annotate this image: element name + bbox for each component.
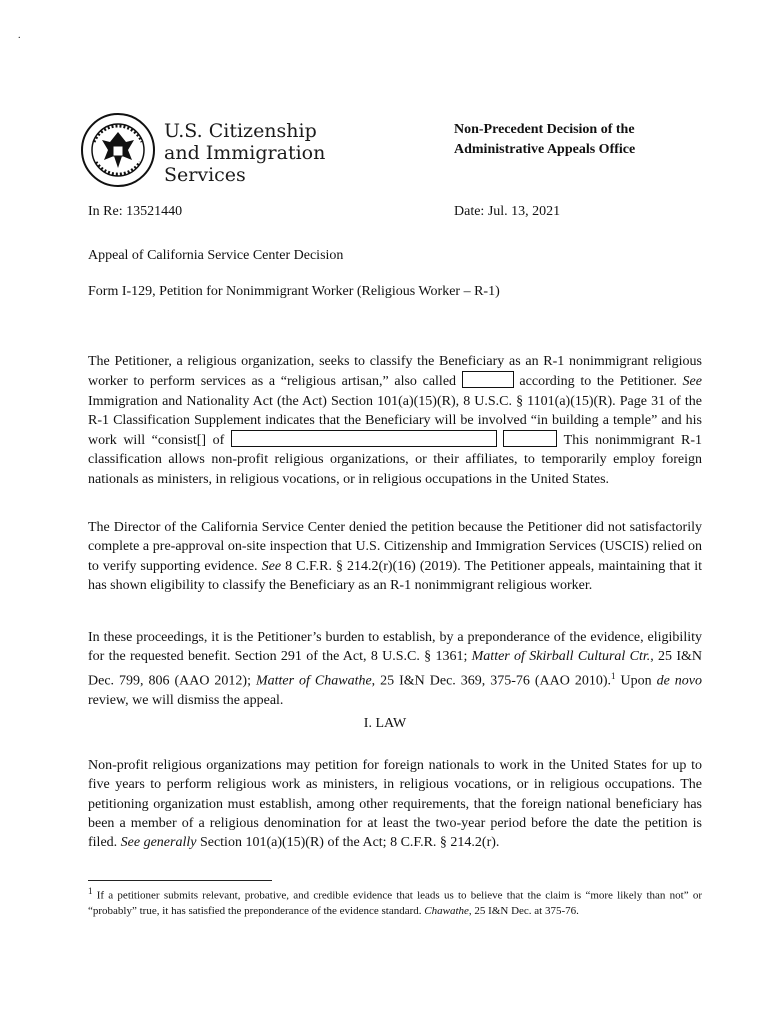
- p4-text-b: Section 101(a)(15)(R) of the Act; 8 C.F.R. § 214.2(r).: [196, 835, 500, 851]
- agency-line-2: and Immigration: [164, 142, 326, 164]
- paragraph-1: [88, 352, 702, 489]
- footnote-text-a: If a petitioner submits relevant, probative, and credible evidence that leads us to believe that the claim is “more likely than not” or “probably” true, it has satisfied the preponderance of the evidence standard.: [88, 889, 702, 917]
- p1-text-a: The Petitioner, a religious organization, seeks to classify the Beneficiary as an R-1 nonimmigrant religious worker to perform services as a “religious artisan,” also called: [88, 354, 702, 390]
- p3-de-novo: de novo: [656, 673, 702, 689]
- footnote: [88, 884, 702, 919]
- p4-text-a: Non-profit religious organizations may petition for foreign nationals to work in the United States for up to five years to perform religious work as ministers, in religious vocations, or in religious occupations. The petitioning organization must establish, among other requirements, that the foreign national beneficiary has been a member of a religious denomination for at least the two-year period before the date the petition is filed.: [88, 758, 702, 851]
- p1-see: See: [682, 374, 702, 390]
- stray-mark: .: [18, 30, 21, 41]
- p3-case-chawathe: Matter of Chawathe: [255, 673, 372, 689]
- decision-line-1: Non-Precedent Decision of the: [454, 122, 635, 137]
- decision-date: Date: Jul. 13, 2021: [454, 204, 561, 219]
- footnote-number: 1: [88, 886, 93, 896]
- redaction-box: [503, 430, 557, 447]
- paragraph-4: [88, 756, 702, 852]
- agency-name: [164, 120, 325, 186]
- footnote-ref: 1: [611, 670, 616, 681]
- redaction-box: [462, 371, 514, 388]
- agency-line-3: Services: [164, 164, 246, 186]
- appeal-line: Appeal of California Service Center Decision: [88, 248, 344, 263]
- p3-text-e: review, we will dismiss the appeal.: [88, 692, 284, 708]
- paragraph-2: [88, 518, 702, 595]
- agency-line-1: U.S. Citizenship: [164, 120, 317, 142]
- p2-see: See: [261, 558, 282, 574]
- p3-text-b: , 25 I&N Dec. 799, 806 (AAO 2012);: [88, 649, 703, 689]
- form-line: Form I-129, Petition for Nonimmigrant Worker (Religious Worker – R-1): [88, 284, 500, 299]
- p3-text-d: Upon: [615, 673, 657, 689]
- footnote-case: Chawathe: [424, 904, 469, 917]
- p1-text-c: Immigration and Nationality Act (the Act) Section 101(a)(15)(R), 8 U.S.C. § 1101(a)(15)(R). Page 31 of the R-1 Classification Supplement indicates that the Beneficiary will be involved “in building a temple” and his work will “consist[] of: [88, 393, 702, 449]
- p4-see-generally: See generally: [120, 835, 197, 851]
- footnote-divider: [88, 880, 272, 881]
- decision-line-2: Administrative Appeals Office: [454, 142, 636, 157]
- in-re-case-number: In Re: 13521440: [88, 204, 183, 219]
- dhs-seal-logo: [80, 112, 156, 188]
- p2-text-a: The Director of the California Service Center denied the petition because the Petitioner did not satisfactorily complete a pre-approval on-site inspection that U.S. Citizenship and Immigration Services (USCIS) relied on to verify supporting evidence.: [88, 520, 702, 574]
- p3-text-a: In these proceedings, it is the Petitioner’s burden to establish, by a preponderance of the evidence, eligibility for the requested benefit. Section 291 of the Act, 8 U.S.C. § 1361;: [88, 630, 702, 665]
- p1-text-d: This nonimmigrant R-1 classification allows non-profit religious organizations, or their affiliates, to temporarily employ foreign nationals as ministers, in religious vocations, or in religious occupations in the United States.: [88, 433, 702, 487]
- p2-text-b: 8 C.F.R. § 214.2(r)(16) (2019). The Petitioner appeals, maintaining that it has shown eligibility to classify the Beneficiary as an R-1 nonimmigrant religious worker.: [88, 558, 702, 593]
- law-heading: I. LAW: [363, 716, 407, 731]
- p3-case-skirball: Matter of Skirball Cultural Ctr.: [471, 649, 651, 665]
- footnote-text-b: , 25 I&N Dec. at 375-76.: [468, 904, 579, 917]
- decision-type: [454, 120, 635, 160]
- p3-text-c: , 25 I&N Dec. 369, 375-76 (AAO 2010).: [371, 673, 611, 689]
- paragraph-3: [88, 628, 702, 710]
- redaction-box: [231, 430, 497, 447]
- p1-text-b: according to the Petitioner.: [513, 374, 683, 390]
